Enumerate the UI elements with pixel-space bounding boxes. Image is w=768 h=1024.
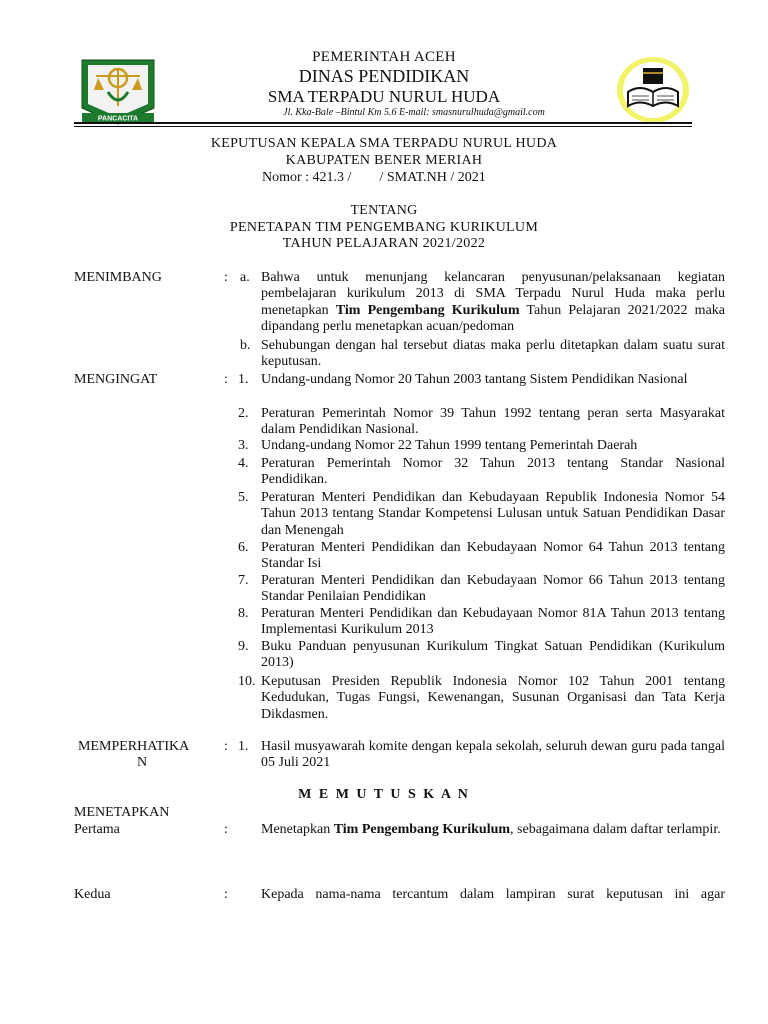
section-colon: : [224,887,228,902]
item-marker: 2. [238,406,249,421]
decree-regency: KABUPATEN BENER MERIAH [285,153,483,168]
section-label-mengingat: MENGINGAT [74,372,158,387]
item-marker: 6. [238,540,249,555]
label-kedua: Kedua [74,887,111,902]
item-marker: a. [240,270,250,285]
section-label-memperhatikan: MEMPERHATIKA [78,739,190,754]
school-name: SMA TERPADU NURUL HUDA [267,87,501,106]
label-pertama: Pertama [74,822,120,837]
section-label-memperhatikan-wrap: N [137,755,148,770]
mengingat-item: Peraturan Pemerintah Nomor 39 Tahun 1992 tentang peran serta Masyarakat dalam Pendidikan Nasional. [261,406,725,438]
menimbang-item-b: Sehubungan dengan hal tersebut diatas maka perlu ditetapkan dalam suatu surat keputusan. [261,338,725,370]
decree-subject: PENETAPAN TIM PENGEMBANG KURIKULUM [229,220,539,235]
item-marker: 3. [238,438,249,453]
mengingat-item: Undang-undang Nomor 20 Tahun 2003 tantang Sistem Pendidikan Nasional [261,372,688,387]
mengingat-item: Peraturan Pemerintah Nomor 32 Tahun 2013 tentang Standar Nasional Pendidikan. [261,456,725,488]
section-colon: : [224,822,228,837]
section-label-menetapkan: MENETAPKAN [74,805,170,820]
decree-about: TENTANG [350,203,418,218]
item-marker: 8. [238,606,249,621]
item-marker: 5. [238,490,249,505]
mengingat-item: Peraturan Menteri Pendidikan dan Kebudayaan Nomor 81A Tahun 2013 tentang Implementasi Kurikulum 2013 [261,606,725,638]
mengingat-item: Peraturan Menteri Pendidikan dan Kebudayaan Nomor 66 Tahun 2013 tentang Standar Penilaian Pendidikan [261,573,725,605]
bold-phrase: Tim Pengembang Kurikulum [335,302,520,318]
item-marker: 9. [238,639,249,654]
government-name: PEMERINTAH ACEH [312,49,456,65]
pertama-text: Menetapkan Tim Pengembang Kurikulum, sebagaimana dalam daftar terlampir. [261,822,721,837]
section-colon: : [224,270,228,285]
item-marker: 1. [238,739,249,754]
decree-title: KEPUTUSAN KEPALA SMA TERPADU NURUL HUDA [210,136,558,151]
bold-phrase: Tim Pengembang Kurikulum [333,822,511,837]
section-colon: : [224,739,228,754]
mengingat-item: Buku Panduan penyusunan Kurikulum Tingkat Satuan Pendidikan (Kurikulum 2013) [261,639,725,671]
mengingat-item: Undang-undang Nomor 22 Tahun 1999 tentang Pemerintah Daerah [261,438,638,453]
decree-number: Nomor : 421.3 / / SMAT.NH / 2021 [262,170,486,185]
item-marker: 7. [238,573,249,588]
mengingat-item: Keputusan Presiden Republik Indonesia Nomor 102 Tahun 2001 tentang Kedudukan, Tugas Fungsi, Kewenangan, Susunan Organisasi dan Tata Kerja Dikdasmen. [261,674,725,722]
school-address: Jl. Kka-Bale –Bintul Km 5.6 E-mail: smasnurulhuda@gmail.com [283,107,545,118]
logo-ribbon-text: PANCACITA [97,115,139,123]
menimbang-item-a: Bahwa untuk menunjang kelancaran penyusunan/pelaksanaan kegiatan pembelajaran kurikulum 2013 di SMA Terpadu Nurul Huda maka perlu menetapkan Tim Pengembang Kurikulum Tahun Pelajaran 2021/2022 maka dipandang perlu menetapkan acuan/pedoman [261,270,725,335]
department-name: DINAS PENDIDIKAN [298,66,470,86]
mengingat-item: Peraturan Menteri Pendidikan dan Kebudayaan Republik Indonesia Nomor 54 Tahun 2013 tentang Standar Kompetensi Lulusan untuk Satuan Pendidikan Dasar dan Menengah [261,490,725,538]
header-divider-thick [74,122,692,124]
section-colon: : [224,372,228,387]
mengingat-item: Peraturan Menteri Pendidikan dan Kebudayaan Nomor 64 Tahun 2013 tentang Standar Isi [261,540,725,572]
kedua-text: Kepada nama-nama tercantum dalam lampiran surat keputusan ini agar [261,887,725,902]
item-marker: b. [240,338,251,353]
item-marker: 10. [238,674,256,689]
item-marker: 1. [238,372,249,387]
section-label-menimbang: MENIMBANG [74,270,162,285]
memperhatikan-item: Hasil musyawarah komite dengan kepala sekolah, seluruh dewan guru pada tangal 05 Juli 2021 [261,739,725,771]
decree-year: TAHUN PELAJARAN 2021/2022 [282,236,486,251]
header-divider-thin [74,126,692,127]
item-marker: 4. [238,456,249,471]
decision-heading: M E M U T U S K A N [298,787,470,802]
